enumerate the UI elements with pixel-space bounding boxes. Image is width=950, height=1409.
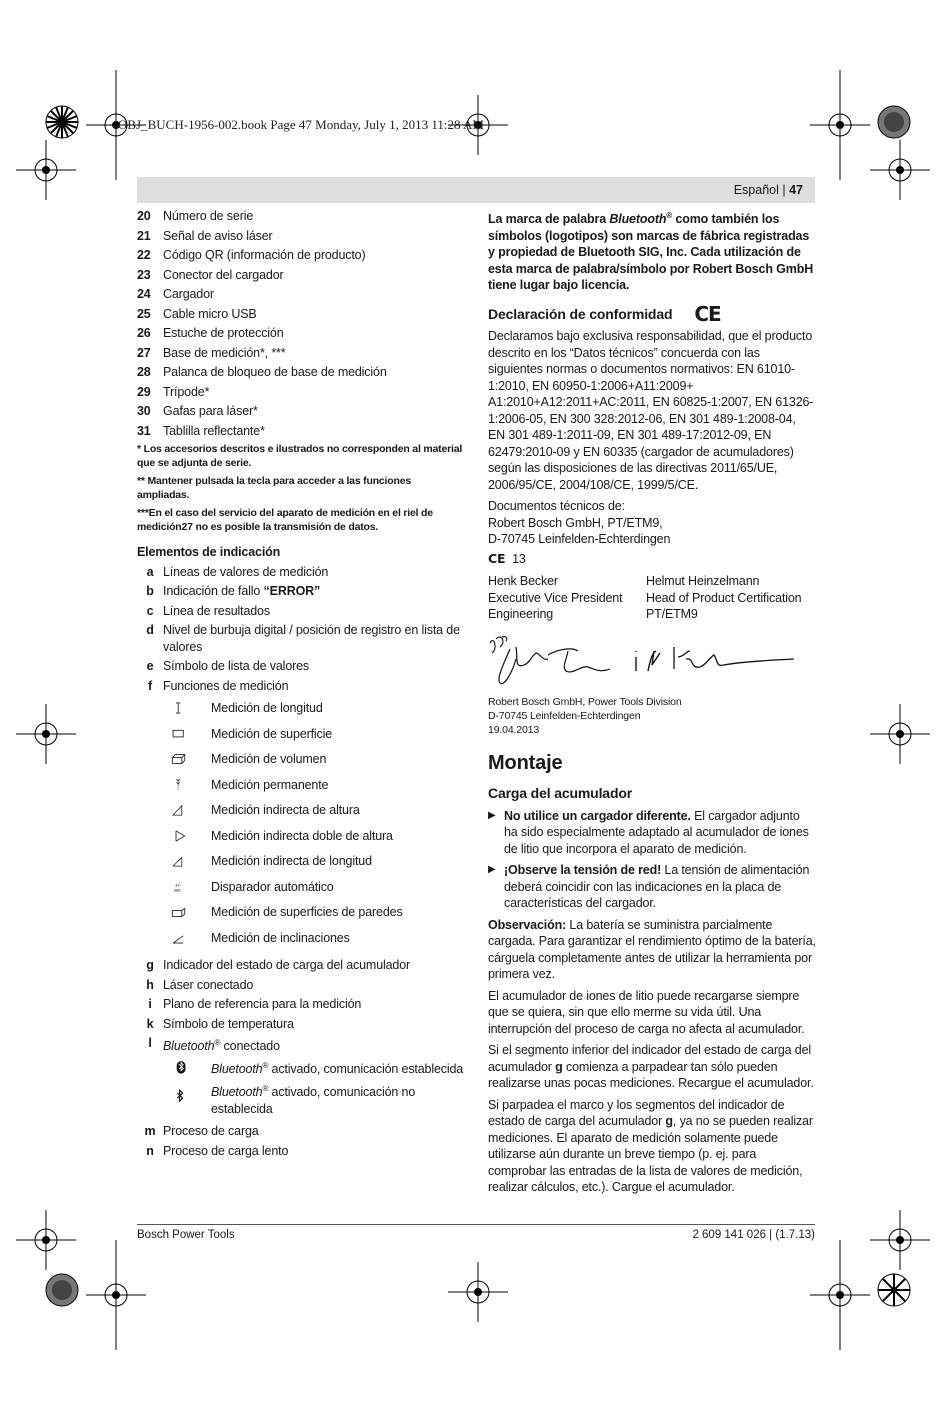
component-row: 26 Estuche de protección [137,326,284,340]
conformity-text: Declaramos bajo exclusiva responsabilidad, que el producto descrito en los “Datos técnicos” concuerda con las siguientes normas o documentos normativos: EN 61010-1:2010, EN 60950-1:2006+A11:2009+ A1:2010+A12:2011+AC:2011, EN 60825-1:2007, EN 61326-1:2006-05, EN 300 328:2012-06, EN 301 489-1:2008-04, EN 301 489-1:2011-09, EN 301 489-17:2012-09, EN 62479:2010-09 y EN 60335 (cargador de acumuladores) según las disposiciones de las directivas 2011/65/UE, 2006/95/CE, 2004/108/CE, 1999/5/CE. [488,329,814,492]
handwritten-signatures [488,627,808,689]
footnote: * Los accesorios descritos e ilustrados no corresponden al material que se adjunta de serie. [137,443,463,469]
function-row: +/- sec Disparador automático [137,879,464,896]
component-row: 22 Código QR (información de producto) [137,248,366,262]
registration-mark-top-left-icon [40,100,84,144]
address-block: Robert Bosch GmbH, Power Tools Division D-70745 Leinfelden-Echterdingen 19.04.2013 [488,695,682,736]
component-row: 24 Cargador [137,287,214,301]
right-column [488,208,816,1201]
double-indirect-height-icon [137,828,211,844]
component-row: 30 Gafas para láser* [137,404,258,418]
continuous-measurement-icon [137,777,211,793]
signatory-2: Helmut Heinzelmann Head of Product Certification PT/ETM9 [646,574,802,622]
function-row: Medición indirecta doble de altura [137,828,464,845]
component-row: 29 Trípode* [137,384,210,399]
function-row: Medición de superficie [137,726,464,743]
crop-crosshair-icon [448,1262,508,1322]
registration-mark-top-right-icon [872,100,916,144]
bullet-item: ▶ No utilice un cargador diferente. El cargador adjunto ha sido especialmente adaptado al acumulador de iones de litio que incorpora el aparato de medición. [488,808,809,856]
indirect-length-icon [137,853,211,869]
volume-measurement-icon [137,751,211,767]
component-row: 20 Número de serie [137,209,254,223]
footnote: ***En el caso del servicio del aparato de medición en el riel de medición27 no es posible la transmisión de datos. [137,507,433,533]
paragraph: Si parpadea el marco y los segmentos del indicador de estado de carga del acumulador g, ya no se pueden realizar mediciones. El aparato de medición solamente puede utilizarse aún durante un breve tiempo (p. ej. para comprobar las entradas de la lista de valores de medición, realizar cálculos, etc.). Cargue el acumulador. [488,1097,813,1195]
charge-heading: Carga del acumulador [488,785,633,802]
paragraph: El acumulador de iones de litio puede recargarse siempre que se quiera, sin que ello merme su vida útil. Una interrupción del proceso de carga no afecta al acumulador. [488,988,805,1036]
crop-crosshair-icon [16,140,76,200]
trademark-notice: La marca de palabra Bluetooth® como también los símbolos (logotipos) son marcas de fábrica registradas y propiedad de Bluetooth SIG, Inc. Cada utilización de esta marca de palabra/símbolo por Robert Bosch GmbH tiene lugar bajo licencia. [488,211,814,293]
crop-crosshair-icon [810,1240,870,1350]
footer-doc-number: 2 609 141 026 | (1.7.13) [692,1229,815,1241]
display-item: l Bluetooth® conectado [148,1036,280,1054]
display-item: a Líneas de valores de medición [146,564,329,579]
component-row: 28 Palanca de bloqueo de base de medición [137,365,387,379]
ce-small-mark: CE [488,550,506,566]
note-paragraph: Observación: La batería se suministra parcialmente cargada. Para garantizar el rendimiento óptimo de la batería, cárguela completamente antes de utilizar la herramienta por primera vez. [488,917,816,982]
display-item: b Indicación de fallo “ERROR” [146,584,321,598]
wall-area-icon [137,904,211,920]
bullet-triangle-icon: ▶ [488,864,496,876]
component-row: 31 Tablilla reflectante* [137,423,265,438]
function-row: Medición indirecta de longitud [137,853,464,870]
display-item: m Proceso de carga [144,1124,259,1139]
crop-crosshair-icon [16,704,76,764]
page-number: 47 [789,183,803,197]
crop-crosshair-icon [870,140,930,200]
crop-crosshair-icon [86,1240,146,1350]
bullet-item: ▶ ¡Observe la tensión de red! La tensión de alimentación deberá coincidir con las indicaciones en la placa de características del cargador. [488,863,810,911]
indirect-height-icon [137,802,211,818]
ce-mark-icon: CE [694,301,721,326]
component-row: 25 Cable micro USB [137,306,257,321]
bluetooth-icon [137,1087,211,1105]
display-item: f Funciones de medición [147,678,289,693]
bullet-triangle-icon: ▶ [488,809,496,821]
area-measurement-icon [137,726,211,742]
display-item: d Nivel de burbuja digital / posición de registro en lista de valores [146,623,460,654]
registration-mark-bottom-left-icon [40,1268,84,1312]
page-footer [137,1224,815,1241]
display-item: e Símbolo de lista de valores [146,659,310,673]
crop-crosshair-icon [870,1210,930,1270]
component-row: 27 Base de medición*, *** [137,345,286,360]
section-title-montaje: Montaje [488,751,563,774]
function-row: Medición de volumen [137,751,464,768]
bluetooth-row: Bluetooth® activado, comunicación establecida [137,1058,464,1078]
length-measurement-icon [137,700,211,716]
function-row: Medición de longitud [137,700,464,717]
paragraph: Si el segmento inferior del indicador del estado de carga del acumulador g comienza a parpadear tan sólo pueden realizarse unas pocas mediciones. Recargue el acumulador. [488,1043,814,1091]
footnote: ** Mantener pulsada la tecla para acceder a las funciones ampliadas. [137,475,411,501]
technical-docs: Documentos técnicos de: Robert Bosch GmbH, PT/ETM9, D-70745 Leinfelden-Echterdingen [488,499,671,547]
svg-text:sec: sec [173,887,181,893]
header-language: Español [733,183,779,197]
timer-function-icon [137,879,211,895]
conformity-heading: Declaración de conformidad CE [488,301,721,326]
ce-year: CE 13 [488,550,526,566]
page-header [137,177,815,203]
registration-mark-bottom-right-icon [872,1268,916,1312]
display-item: i Plano de referencia para la medición [148,997,362,1011]
crop-crosshair-icon [16,1210,76,1270]
display-item: h Láser conectado [146,977,254,992]
footer-brand: Bosch Power Tools [137,1229,235,1241]
crop-crosshair-icon [870,704,930,764]
slope-measurement-icon [137,930,211,946]
book-slug: OBJ_BUCH-1956-002.book Page 47 Monday, July 1, 2013 11:28 AM [118,117,484,132]
signatories [488,573,816,623]
component-row: 21 Señal de aviso láser [137,228,273,243]
display-item: g Indicador del estado de carga del acumulador [146,958,411,972]
function-row: Medición de superficies de paredes [137,904,464,921]
component-row: 23 Conector del cargador [137,267,284,282]
display-item: k Símbolo de temperatura [146,1016,294,1031]
function-row: Medición de inclinaciones [137,930,464,947]
crop-crosshair-icon [810,70,870,180]
svg-text:+/-: +/- [174,882,181,888]
bluetooth-circle-icon [137,1058,211,1076]
signatory-1: Henk Becker Executive Vice President Engineering [488,574,623,622]
header-separator: | [778,183,790,197]
function-row: Medición permanente [137,777,464,794]
function-row: Medición indirecta de altura [137,802,464,819]
display-item: c Línea de resultados [146,603,270,618]
bluetooth-row: Bluetooth® activado, comunicación no establecida [137,1081,464,1117]
left-column [137,208,464,1162]
display-heading: Elementos de indicación [137,545,281,559]
display-item: n Proceso de carga lento [146,1143,289,1158]
